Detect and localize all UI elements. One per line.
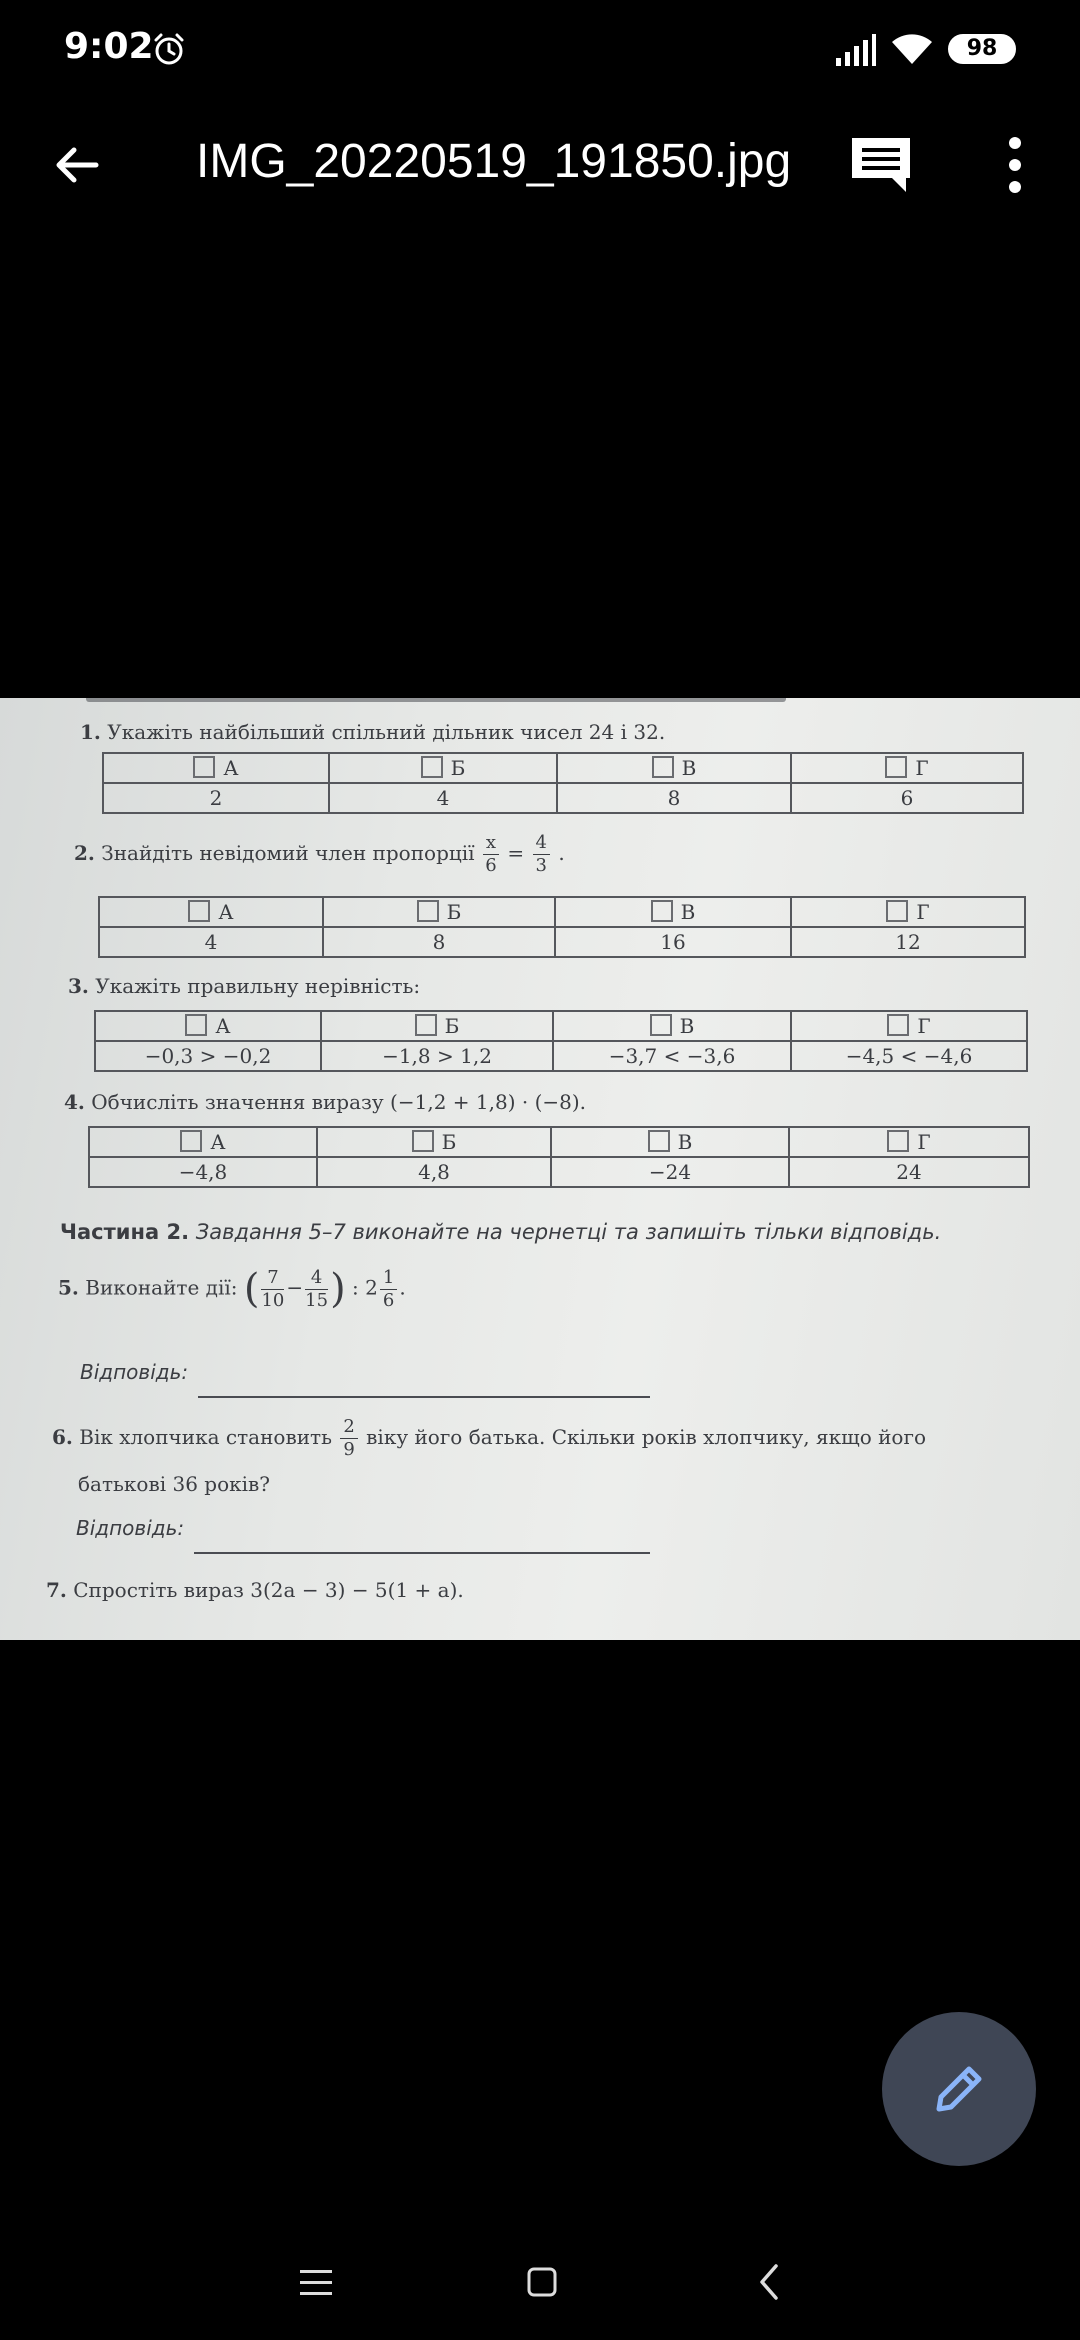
question-number: 3.	[68, 974, 89, 998]
checkbox[interactable]	[652, 756, 674, 778]
table-row	[95, 1011, 1027, 1041]
answer-value: −0,3 > −0,2	[95, 1041, 321, 1071]
minus-sign: −	[286, 1275, 304, 1300]
option-b[interactable]	[321, 1011, 553, 1041]
checkbox[interactable]	[412, 1130, 434, 1152]
answer-table-3	[94, 1010, 1028, 1072]
numerator: 7	[261, 1267, 284, 1290]
part-instructions: Завдання 5–7 виконайте на чернетці та запишіть тільки відповідь.	[195, 1220, 942, 1244]
denominator: 3	[535, 855, 547, 876]
nav-back-icon[interactable]	[756, 2262, 782, 2302]
wifi-icon	[892, 32, 932, 66]
checkbox[interactable]	[417, 900, 439, 922]
equals-sign: =	[507, 841, 525, 865]
denominator: 9	[343, 1439, 355, 1460]
option-v[interactable]	[553, 1011, 791, 1041]
file-title: IMG_20220519_191850.jpg	[196, 135, 792, 188]
option-letter: Б	[441, 1130, 457, 1154]
option-g[interactable]	[791, 897, 1025, 927]
answer-value: 8	[323, 927, 555, 957]
option-a[interactable]	[99, 897, 323, 927]
denominator: 6	[382, 1289, 395, 1311]
question-4	[64, 1090, 586, 1114]
checkbox[interactable]	[651, 900, 673, 922]
question-text: Вік хлопчика становить	[79, 1425, 332, 1449]
option-letter: Б	[446, 900, 462, 924]
question-number: 6.	[52, 1425, 73, 1449]
question-number: 1.	[80, 720, 101, 744]
numerator: 1	[380, 1267, 397, 1290]
question-6	[52, 1416, 926, 1461]
answer-value: 16	[555, 927, 791, 957]
checkbox[interactable]	[180, 1130, 202, 1152]
answer-value: 6	[791, 783, 1023, 813]
option-b[interactable]	[323, 897, 555, 927]
cropped-header-text	[86, 698, 786, 702]
checkbox[interactable]	[648, 1130, 670, 1152]
colon-sign: :	[352, 1275, 359, 1300]
table-row	[99, 897, 1025, 927]
whole-part: 2	[365, 1275, 378, 1300]
status-bar	[0, 0, 1080, 100]
option-g[interactable]	[789, 1127, 1029, 1157]
answer-value: 4	[99, 927, 323, 957]
question-text: Обчисліть значення виразу (−1,2 + 1,8) · (−8).	[91, 1090, 587, 1114]
left-paren: (	[243, 1266, 260, 1312]
question-number: 4.	[64, 1090, 85, 1114]
option-letter: Г	[917, 1130, 931, 1154]
answer-value: −4,5 < −4,6	[791, 1041, 1027, 1071]
part-2-heading	[60, 1220, 941, 1244]
answer-value: −24	[551, 1157, 789, 1187]
answer-line[interactable]	[198, 1396, 650, 1398]
answer-value: 4,8	[317, 1157, 551, 1187]
period: .	[399, 1275, 406, 1300]
fraction	[340, 1416, 357, 1461]
answer-line[interactable]	[194, 1552, 650, 1554]
table-row	[103, 783, 1023, 813]
answer-table-2	[98, 896, 1026, 958]
question-3	[68, 974, 420, 998]
question-text: Знайдіть невідомий член пропорції	[101, 841, 475, 865]
comment-icon[interactable]	[846, 130, 916, 200]
option-b[interactable]	[329, 753, 557, 783]
app-bar	[0, 110, 1080, 220]
option-g[interactable]	[791, 753, 1023, 783]
option-letter: В	[677, 1130, 693, 1154]
option-letter: Г	[915, 756, 929, 780]
table-row	[99, 927, 1025, 957]
question-text: батькові 36 років?	[78, 1472, 271, 1496]
checkbox[interactable]	[650, 1014, 672, 1036]
denominator: 15	[305, 1289, 329, 1311]
checkbox[interactable]	[188, 900, 210, 922]
denominator: 6	[485, 855, 497, 876]
numerator: 4	[533, 832, 550, 855]
checkbox[interactable]	[885, 756, 907, 778]
back-arrow-icon[interactable]	[44, 132, 110, 198]
question-1	[80, 720, 665, 744]
question-text: Укажіть найбільший спільний дільник чисел 24 і 32.	[107, 720, 666, 744]
option-letter: А	[215, 1014, 231, 1038]
option-letter: Г	[916, 900, 930, 924]
answer-table-4	[88, 1126, 1030, 1188]
option-letter: А	[210, 1130, 226, 1154]
question-text: Спростіть вираз 3(2a − 3) − 5(1 + a).	[73, 1578, 464, 1602]
fraction	[483, 832, 499, 877]
option-letter: Б	[450, 756, 466, 780]
option-letter: А	[218, 900, 234, 924]
system-nav-bar	[0, 2230, 1080, 2340]
checkbox[interactable]	[185, 1014, 207, 1036]
battery-indicator	[948, 34, 1016, 64]
option-b[interactable]	[317, 1127, 551, 1157]
alarm-icon	[152, 32, 186, 66]
recent-apps-icon[interactable]	[298, 2266, 334, 2300]
numerator: x	[483, 832, 499, 855]
answer-label: Відповідь:	[76, 1516, 185, 1540]
numerator: 2	[340, 1416, 357, 1439]
answer-label: Відповідь:	[80, 1360, 189, 1384]
option-v[interactable]	[555, 897, 791, 927]
question-5	[58, 1266, 406, 1312]
checkbox[interactable]	[886, 900, 908, 922]
option-letter: В	[680, 900, 696, 924]
status-time: 9:02	[64, 26, 154, 67]
answer-value: 4	[329, 783, 557, 813]
option-letter: А	[223, 756, 239, 780]
question-text: віку його батька. Скільки років хлопчику, якщо його	[366, 1425, 926, 1449]
edit-button[interactable]	[882, 2012, 1036, 2166]
answer-value: 8	[557, 783, 791, 813]
option-a[interactable]	[89, 1127, 317, 1157]
option-a[interactable]	[95, 1011, 321, 1041]
question-6-continued	[78, 1472, 270, 1496]
question-text: Укажіть правильну нерівність:	[95, 974, 421, 998]
question-7	[46, 1578, 464, 1602]
answer-value: 12	[791, 927, 1025, 957]
option-letter: Г	[917, 1014, 931, 1038]
option-g[interactable]	[791, 1011, 1027, 1041]
denominator: 10	[261, 1289, 285, 1311]
answer-value: 2	[103, 783, 329, 813]
home-icon[interactable]	[526, 2266, 558, 2298]
table-row	[89, 1157, 1029, 1187]
checkbox[interactable]	[887, 1014, 909, 1036]
part-label: Частина 2.	[60, 1220, 190, 1244]
checkbox[interactable]	[415, 1014, 437, 1036]
table-row	[95, 1041, 1027, 1071]
checkbox[interactable]	[887, 1130, 909, 1152]
battery-level: 98	[966, 36, 998, 61]
option-letter: В	[681, 756, 697, 780]
question-number: 2.	[74, 841, 95, 865]
answer-value: −1,8 > 1,2	[321, 1041, 553, 1071]
answer-value: −4,8	[89, 1157, 317, 1187]
period: .	[558, 841, 565, 865]
option-v[interactable]	[551, 1127, 789, 1157]
question-number: 5.	[58, 1275, 79, 1300]
answer-value: 24	[789, 1157, 1029, 1187]
question-number: 7.	[46, 1578, 67, 1602]
option-letter: В	[679, 1014, 695, 1038]
fraction	[533, 832, 550, 877]
pencil-icon	[929, 2059, 989, 2119]
checkbox[interactable]	[421, 756, 443, 778]
right-paren: )	[330, 1266, 346, 1312]
option-letter: Б	[444, 1014, 460, 1038]
option-a[interactable]	[103, 753, 329, 783]
answer-value: −3,7 < −3,6	[553, 1041, 791, 1071]
option-v[interactable]	[557, 753, 791, 783]
fraction	[380, 1267, 397, 1312]
fraction	[261, 1267, 284, 1312]
table-row	[103, 753, 1023, 783]
numerator: 4	[305, 1267, 328, 1290]
question-text: Виконайте дії:	[85, 1275, 238, 1300]
table-row	[89, 1127, 1029, 1157]
worksheet-photo[interactable]	[0, 698, 1080, 1640]
signal-icon	[836, 34, 876, 66]
checkbox[interactable]	[193, 756, 215, 778]
fraction	[305, 1267, 328, 1312]
question-2	[74, 832, 565, 877]
answer-table-1	[102, 752, 1024, 814]
more-options-icon[interactable]	[990, 130, 1040, 200]
